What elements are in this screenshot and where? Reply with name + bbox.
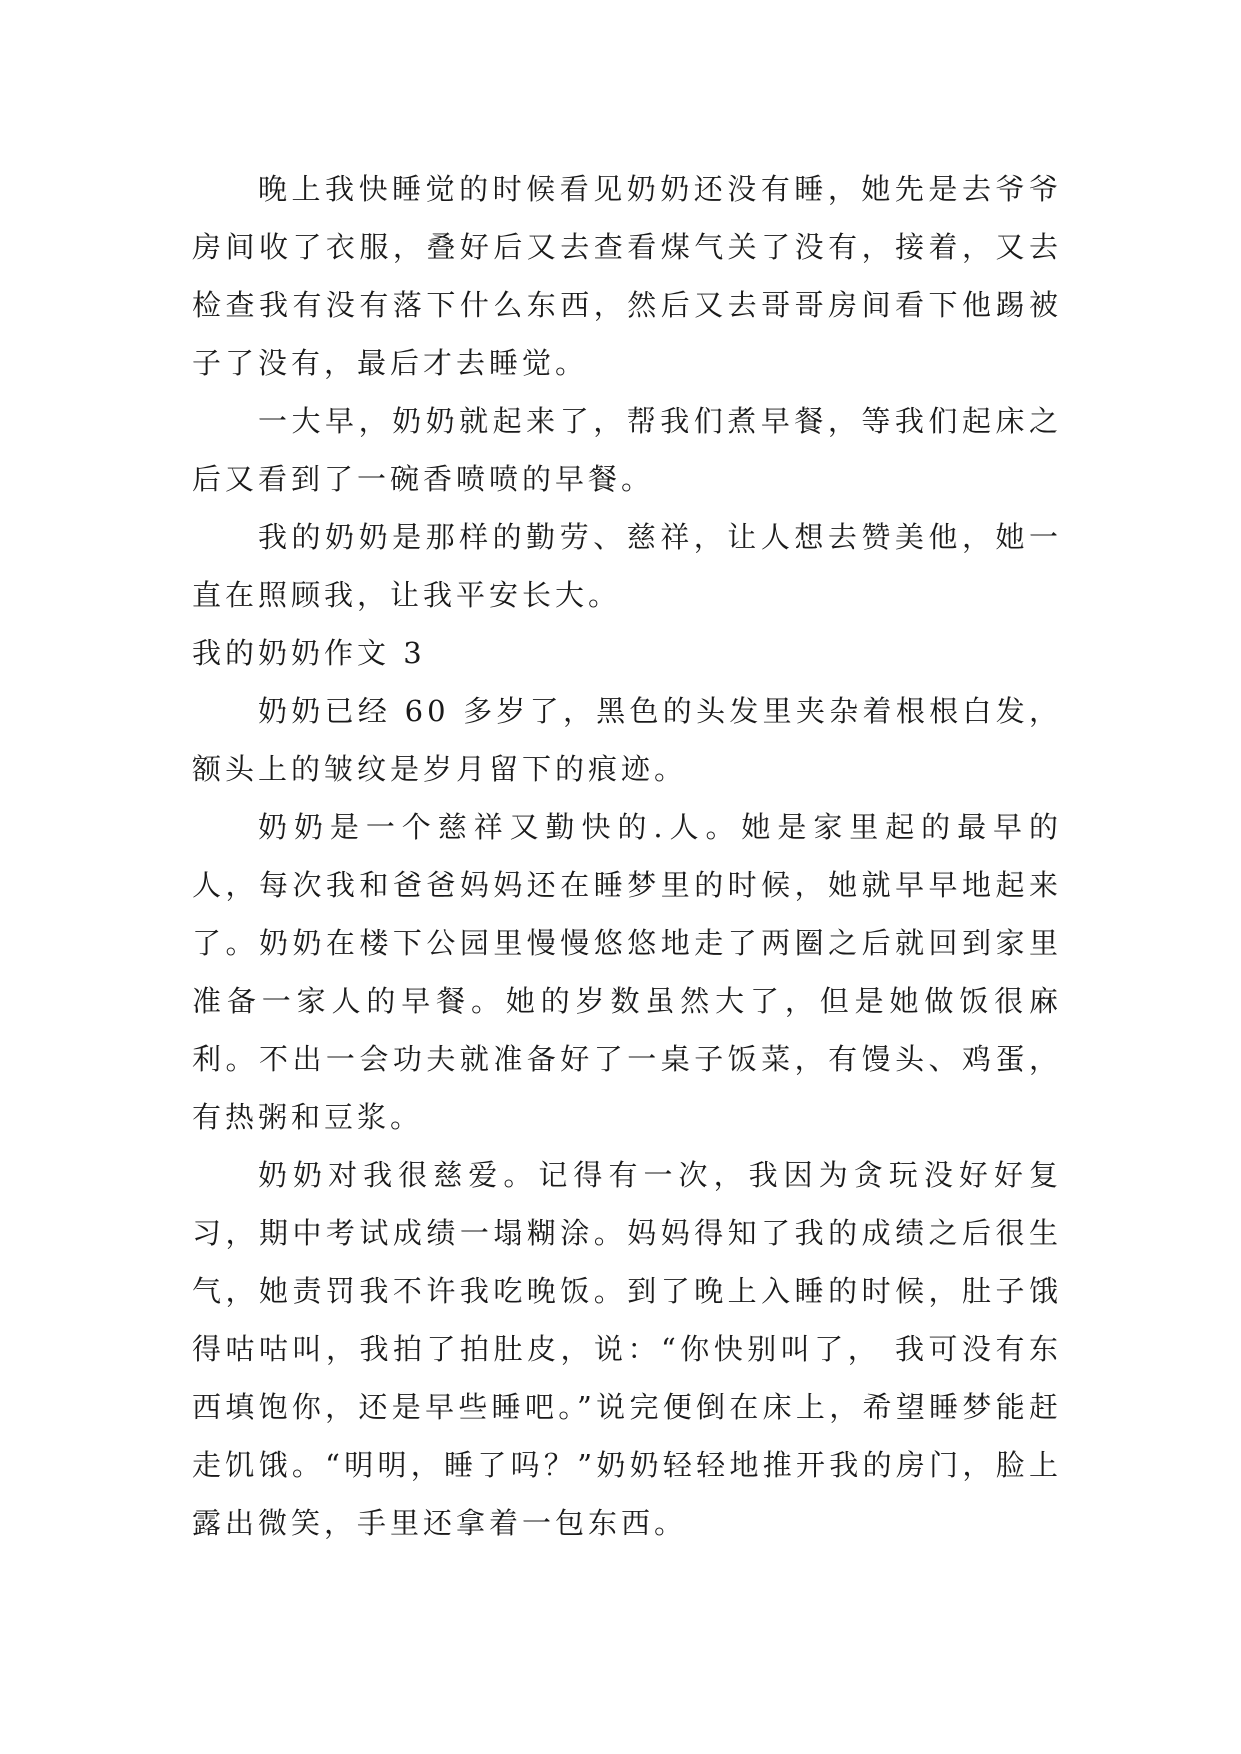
paragraph-grandma-praise: 我的奶奶是那样的勤劳、慈祥，让人想去赞美他，她一直在照顾我，让我平安长大。 <box>192 520 1062 612</box>
paragraph-grandma-diligent: 奶奶是一个慈祥又勤快的.人。她是家里起的最早的人，每次我和爸爸妈妈还在睡梦里的时候，她就早早地起来了。奶奶在楼下公园里慢慢悠悠地走了两圈之后就回到家里准备一家人的早餐。她的岁数虽然大了，但是她做饭很麻利。不出一会功夫就准备好了一桌子饭菜，有馒头、鸡蛋，有热粥和豆浆。 <box>192 810 1062 1134</box>
document-body <box>192 160 1062 1552</box>
paragraph-grandma-morning: 一大早，奶奶就起来了，帮我们煮早餐，等我们起床之后又看到了一碗香喷喷的早餐。 <box>192 404 1062 496</box>
section-heading: 我的奶奶作文 3 <box>192 636 426 670</box>
paragraph-grandma-age: 奶奶已经 60 多岁了，黑色的头发里夹杂着根根白发，额头上的皱纹是岁月留下的痕迹。 <box>192 694 1062 786</box>
paragraph-grandma-loving: 奶奶对我很慈爱。记得有一次，我因为贪玩没好好复习，期中考试成绩一塌糊涂。妈妈得知了我的成绩之后很生气，她责罚我不许我吃晚饭。到了晚上入睡的时候，肚子饿得咕咕叫，我拍了拍肚皮，说：“你快别叫了， 我可没有东西填饱你，还是早些睡吧。”说完便倒在床上，希望睡梦能赶走饥饿。“明明，睡了吗？”奶奶轻轻地推开我的房门，脸上露出微笑，手里还拿着一包东西。 <box>192 1158 1062 1540</box>
paragraph-grandma-night: 晚上我快睡觉的时候看见奶奶还没有睡，她先是去爷爷房间收了衣服，叠好后又去查看煤气关了没有，接着，又去检查我有没有落下什么东西，然后又去哥哥房间看下他踢被子了没有，最后才去睡觉。 <box>192 172 1062 380</box>
